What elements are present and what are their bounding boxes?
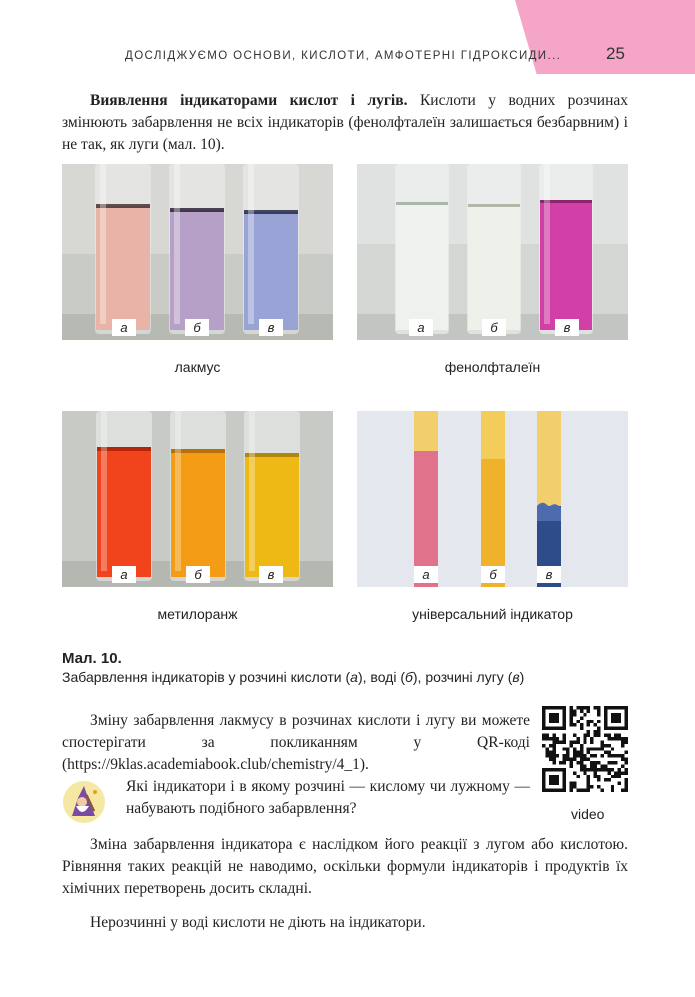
tube-label-a: а (112, 566, 136, 583)
tube-label-v: в (555, 319, 579, 336)
tube-label-b: б (482, 319, 506, 336)
tube-label-v: в (259, 566, 283, 583)
tube-label-v: в (259, 319, 283, 336)
reaction-paragraph: Зміна забарвлення індикатора є наслідком його реакції з лугом або кислотою. Рівняння таких реакцій не наводимо, оскільки формули індикаторів і продуктів їх хімічних перетворень досить складні. (62, 836, 628, 897)
caption-universal-indicator: універсальний індикатор (412, 606, 573, 622)
figure-title: Мал. 10. (62, 650, 122, 667)
wizard-question-icon (62, 780, 106, 824)
tube-label-b: б (186, 566, 210, 583)
strip-label-v: в (537, 566, 561, 583)
figure-description: Забарвлення індикаторів у розчині кислоти (а), воді (б), розчині лугу (в) (62, 669, 525, 685)
intro-paragraph (62, 90, 628, 156)
insoluble-paragraph: Нерозчинні у воді кислоти не діють на індикатори. (90, 914, 426, 931)
tube-label-b: б (185, 319, 209, 336)
tube-label-a: а (112, 319, 136, 336)
caption-litmus: лакмус (174, 359, 221, 375)
intro-bold: Виявлення індикаторами кислот і лугів. (90, 92, 408, 109)
tube-label-a: а (409, 319, 433, 336)
strip-label-b: б (481, 566, 505, 583)
page-number: 25 (606, 44, 625, 63)
caption-phenolphthalein: фенолфталеїн (444, 359, 541, 375)
caption-methyl-orange: метилоранж (157, 606, 238, 622)
photo-methyl-orange (62, 411, 333, 587)
question-text: Які індикатори і в якому розчині — кислому чи лужному — набувають подібного забарвлення? (126, 778, 530, 817)
qr-paragraph: Зміну забарвлення лакмусу в розчинах кислоти і лугу ви можете спостерігати за покликанням у QR-коді (https://9klas.academiabook.club/chemistry/4_1). (62, 712, 530, 773)
photo-litmus (62, 164, 333, 340)
page-corner-decoration (515, 0, 695, 74)
video-label: video (571, 806, 605, 822)
photo-phenolphthalein (357, 164, 628, 340)
photo-universal-indicator (357, 411, 628, 587)
intro-text: Кислоти у водних розчинах змінюють забарвлення не всіх індикаторів (фенолфталеїн залишається безбарвним) і не так, як луги (мал. 10). (62, 92, 628, 153)
qr-code[interactable] (542, 706, 628, 792)
strip-label-a: а (414, 566, 438, 583)
running-header: ДОСЛІДЖУЄМО ОСНОВИ, КИСЛОТИ, АМФОТЕРНІ ГІДРОКСИДИ... (125, 50, 562, 62)
